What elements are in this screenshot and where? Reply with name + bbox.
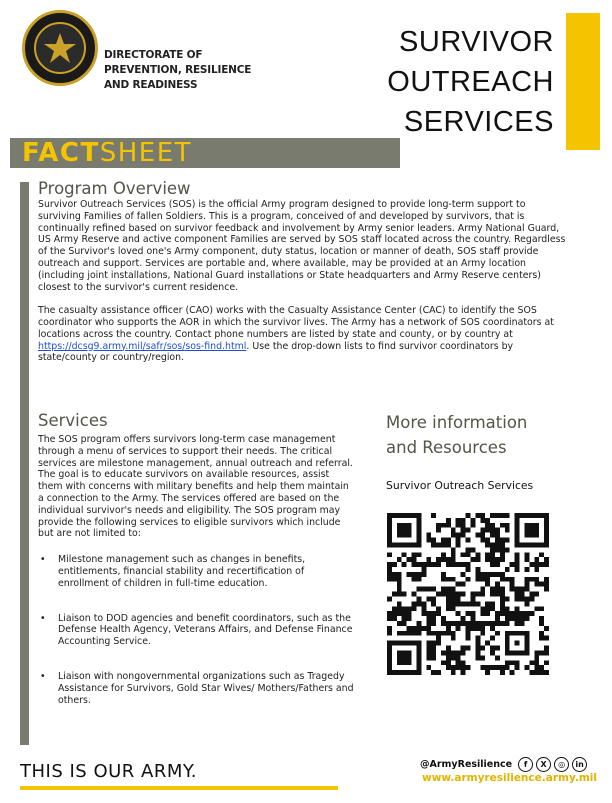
services-list: [38, 554, 356, 706]
section-divider: [20, 182, 29, 745]
services-body: [38, 434, 356, 706]
directorate-line: AND READINESS: [104, 79, 198, 91]
factsheet-banner: [10, 138, 400, 168]
list-item: [38, 554, 356, 589]
x-twitter-icon[interactable]: X: [536, 757, 551, 772]
list-item: [38, 613, 356, 648]
page-title: [387, 22, 554, 142]
bullet-icon: •: [40, 670, 46, 682]
overview-text-part: The casualty assistance officer (CAO) works with the Casualty Assistance Center (CAC) to identify the SOS coordinator who supports the AOR in which the survivor lives. The Army has a network of SOS coordinators at locations across the country. Contact phone numbers are listed by state and county, or by country at: [38, 305, 554, 340]
banner-sheet: SHEET: [99, 138, 193, 168]
title-line: SERVICES: [403, 106, 554, 138]
services-heading: Services: [38, 411, 108, 430]
resources-heading-line: and Resources: [386, 438, 507, 457]
star-icon: [43, 31, 77, 65]
title-line: OUTREACH: [387, 66, 554, 98]
facebook-icon[interactable]: f: [518, 757, 533, 772]
qr-code[interactable]: [387, 513, 549, 675]
accent-bar: [566, 13, 600, 150]
linkedin-icon[interactable]: in: [572, 757, 587, 772]
list-item-text: Milestone management such as changes in benefits, entitlements, financial stability and recertification of enrollment of children in full-time education.: [58, 554, 306, 589]
banner-fact: FACT: [22, 138, 100, 168]
directorate-line: PREVENTION, RESILIENCE: [104, 64, 252, 76]
instagram-icon[interactable]: ◎: [554, 757, 569, 772]
list-item-text: Liaison to DOD agencies and benefit coordinators, such as the Defense Health Agency, Veterans Affairs, and Defense Finance Accounting Service.: [58, 612, 353, 648]
sos-find-link[interactable]: https://dcsg9.army.mil/safr/sos/sos-find.html: [38, 340, 247, 352]
army-seal-logo: [22, 10, 98, 86]
title-line: SURVIVOR: [399, 26, 554, 58]
website-link[interactable]: www.armyresilience.army.mil: [422, 772, 597, 784]
overview-body: [38, 199, 566, 364]
services-intro: The SOS program offers survivors long-term case management through a menu of services to support their needs. The critical services are milestone management, annual outreach and referral. The goal is to educate survivors on available resources, assist them with concerns with military benefits and help them maintain a connection to the Army. The services offered are based on the individual survivor's needs and eligibility. The SOS program may provide the following services to eligible survivors which include but are not limited to:: [38, 434, 353, 540]
social-links: [420, 757, 587, 772]
sos-link-label[interactable]: Survivor Outreach Services: [386, 479, 534, 492]
list-item-text: Liaison with nongovernmental organizations such as Tragedy Assistance for Survivors, Gold Star Wives/ Mothers/Fathers and others.: [58, 670, 354, 706]
directorate-name: [104, 48, 304, 93]
overview-heading: Program Overview: [38, 179, 191, 198]
overview-text-part: . Use the drop-down lists to find survivor coordinators by state/county or country/region.: [38, 340, 514, 364]
social-handle[interactable]: @ArmyResilience: [420, 759, 513, 770]
resources-heading-line: More information: [386, 413, 528, 432]
overview-paragraph: [38, 305, 566, 364]
directorate-line: DIRECTORATE OF: [104, 49, 203, 61]
footer-slogan: THIS IS OUR ARMY.: [20, 761, 197, 782]
footer-rule: [20, 786, 338, 790]
resources-heading: [386, 410, 527, 460]
list-item: [38, 671, 356, 706]
bullet-icon: •: [40, 554, 46, 566]
bullet-icon: •: [40, 612, 46, 624]
overview-paragraph: Survivor Outreach Services (SOS) is the official Army program designed to provide long-term support to surviving Families of fallen Soldiers. This is a program, conceived of and developed by survivors, that is continually refined based on survivor feedback and involvement by Army senior leaders. Army National Guard, US Army Reserve and active component Families are served by SOS staff located across the country. Regardless of the Survivor's loved one's Army component, duty status, location or manner of death, SOS staff provide outreach and support. Services are portable and, where available, may be provided at an Army location (including joint installations, National Guard installations or State headquarters and Army Reserve centers) closest to the survivor's current residence.: [38, 199, 566, 293]
